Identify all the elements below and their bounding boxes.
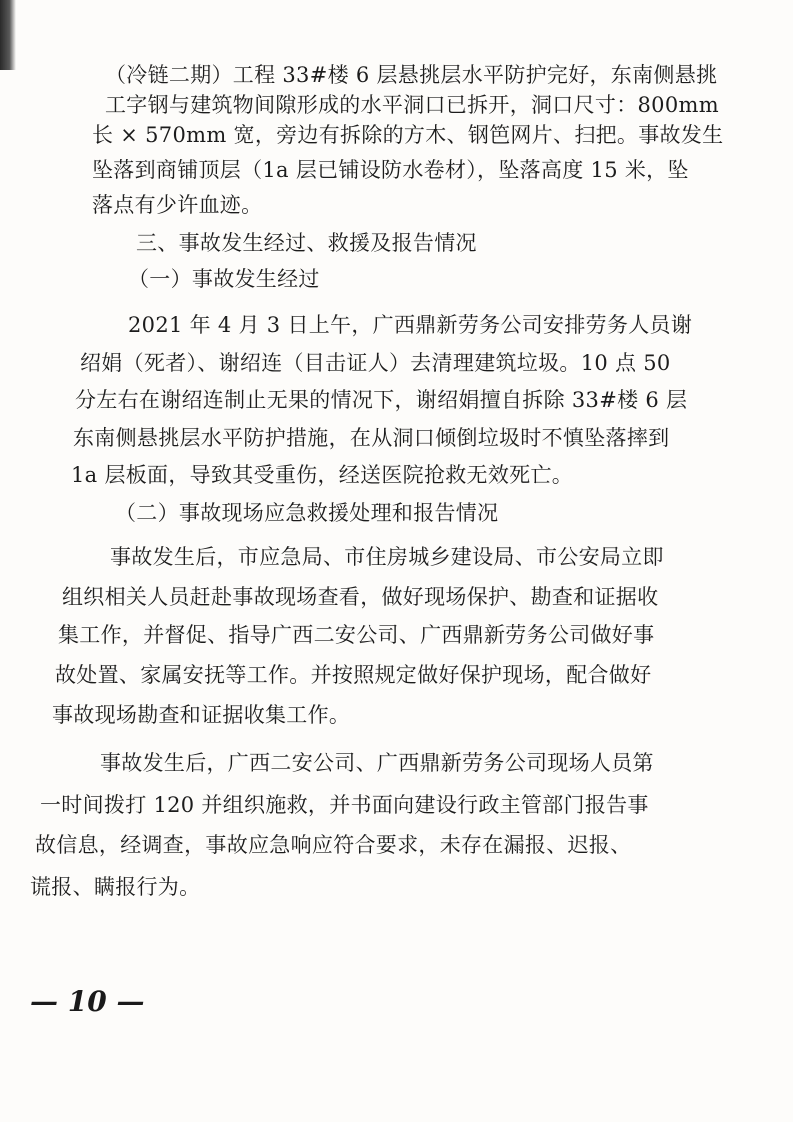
text-line: 长 × 570mm 宽，旁边有拆除的方木、钢笆网片、扫把。事故发生 — [92, 123, 724, 147]
text-line: 组织相关人员赶赴事故现场查看，做好现场保护、勘查和证据收 — [62, 585, 659, 609]
text-line: 绍娟（死者）、谢绍连（目击证人）去清理建筑垃圾。10 点 50 — [80, 351, 671, 375]
text-line: 事故发生后，广西二安公司、广西鼎新劳务公司现场人员第 — [100, 751, 654, 775]
text-line: 集工作，并督促、指导广西二安公司、广西鼎新劳务公司做好事 — [58, 623, 655, 647]
subsection-title: （一）事故发生经过 — [128, 267, 320, 291]
text-line: 1a 层板面，导致其受重伤，经送医院抢救无效死亡。 — [71, 463, 574, 487]
text-line: 坠落到商铺顶层（1a 层已铺设防水卷材），坠落高度 15 米，坠 — [92, 158, 689, 182]
text-line: 东南侧悬挑层水平防护措施，在从洞口倾倒垃圾时不慎坠落摔到 — [73, 426, 670, 450]
text-line: 落点有少许血迹。 — [92, 193, 263, 217]
subsection-title: （二）事故现场应急救援处理和报告情况 — [115, 501, 499, 525]
text-line: 谎报、瞒报行为。 — [30, 875, 201, 899]
text-line: 故处置、家属安抚等工作。并按照规定做好保护现场，配合做好 — [55, 663, 652, 687]
text-line: 一时间拨打 120 并组织施救，并书面向建设行政主管部门报告事 — [40, 793, 649, 817]
section-heading: 三、事故发生经过、救援及报告情况 — [136, 231, 477, 255]
text-line: 分左右在谢绍连制止无果的情况下，谢绍娟擅自拆除 33#楼 6 层 — [75, 388, 688, 412]
text-line: 故信息，经调查，事故应急响应符合要求，未存在漏报、迟报、 — [35, 833, 632, 857]
text-line: 事故发生后，市应急局、市住房城乡建设局、市公安局立即 — [110, 545, 664, 569]
text-line: 工字钢与建筑物间隙形成的水平洞口已拆开，洞口尺寸：800mm — [105, 93, 719, 117]
page-number: — 10 — — [30, 985, 145, 1018]
text-line: 2021 年 4 月 3 日上午，广西鼎新劳务公司安排劳务人员谢 — [128, 313, 693, 337]
text-line: （冷链二期）工程 33#楼 6 层悬挑层水平防护完好，东南侧悬挑 — [105, 63, 718, 87]
text-line: 事故现场勘查和证据收集工作。 — [52, 703, 351, 727]
